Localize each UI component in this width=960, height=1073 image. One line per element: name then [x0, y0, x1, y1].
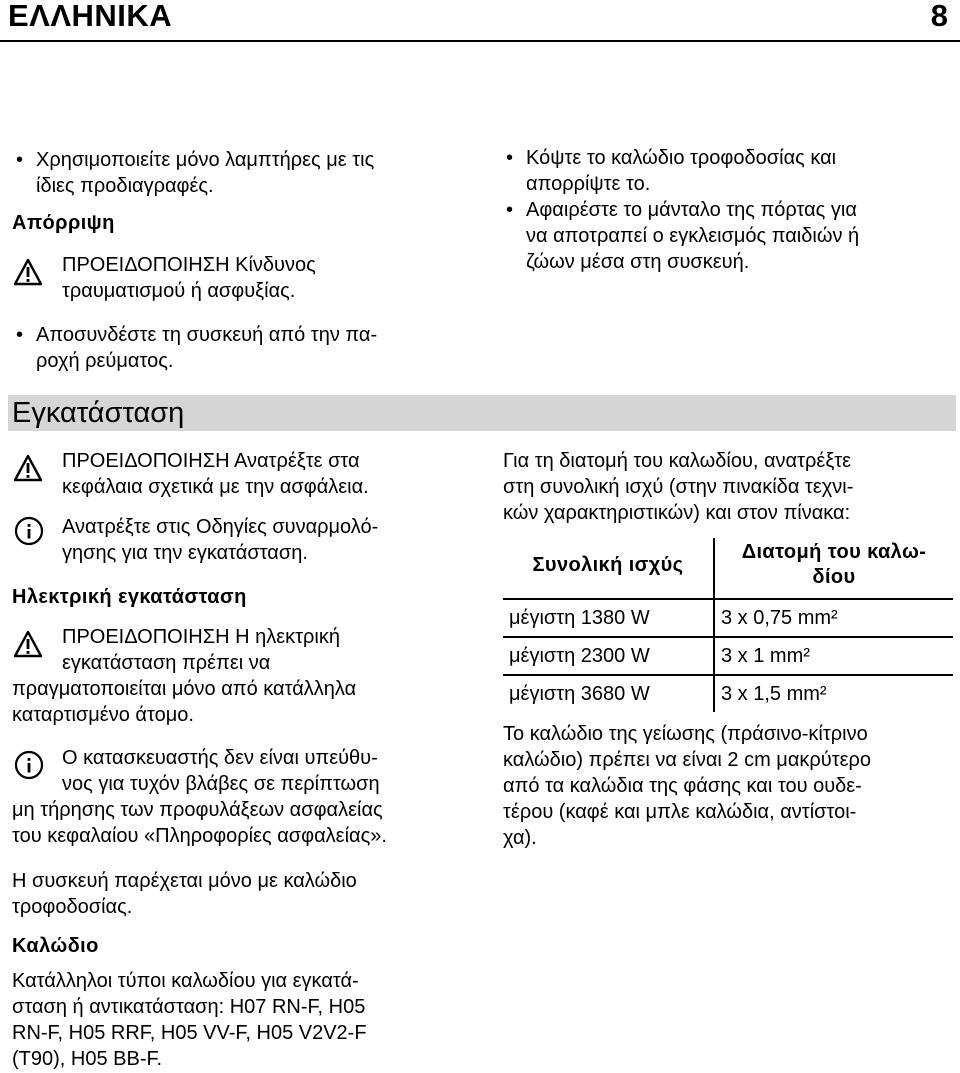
section-cell: 3 x 0,75 mm²: [714, 599, 953, 637]
cable-types-text: Κατάλληλοι τύποι καλωδίου για εγκατά- σταση ή αντικατάσταση: H07 RN-F, H05 RN-F, H05 RRF, H05 VV-F, H05 V2V2-F (T90), H05 BB-F.: [12, 970, 367, 1070]
warning-icon: [14, 630, 42, 658]
language-header: ΕΛΛΗΝΙΚΑ: [8, 0, 173, 33]
section-cell: 3 x 1 mm²: [714, 637, 953, 675]
install-info: Ανατρέξτε στις Οδηγίες συναρμολό- γησης για την εγκατάσταση.: [62, 516, 379, 564]
table-row: [503, 675, 953, 712]
disposal-warning: ΠΡΟΕΙΔΟΠΟΙΗΣΗ Κίνδυνος τραυματισμού ή ασφυξίας.: [62, 254, 316, 302]
bullet-cut-cable: • Κόψτε το καλώδιο τροφοδοσίας και απορρίψτε το.: [500, 145, 836, 197]
info-icon: [14, 516, 44, 546]
manuf-info-head: Ο κατασκευαστής δεν είναι υπεύθυ- νος για τυχόν βλάβες σε περίπτωση: [62, 747, 380, 795]
warning-icon: [14, 258, 42, 286]
elec-warning-head: ΠΡΟΕΙΔΟΠΟΙΗΣΗ Η ηλεκτρική εγκατάσταση πρέπει να: [62, 626, 340, 674]
cable-section-table: [503, 538, 953, 712]
page-number: 8: [930, 0, 948, 33]
install-warning: ΠΡΟΕΙΔΟΠΟΙΗΣΗ Ανατρέξτε στα κεφάλαια σχετικά με την ασφάλεια.: [62, 450, 369, 498]
col-cable-section: Διατομή του καλω- δίου: [714, 538, 953, 599]
bullet-lamps: • Χρησιμοποιείτε μόνο λαμπτήρες με τις ίδιες προδιαγραφές.: [10, 147, 374, 199]
cable-heading: Καλώδιο: [12, 935, 99, 957]
table-row: [503, 599, 953, 637]
manuf-info-tail: μη τήρησης των προφυλάξεων ασφαλείας του κεφαλαίου «Πληροφορίες ασφαλείας».: [12, 799, 387, 847]
disposal-heading: Απόρριψη: [12, 212, 115, 234]
section-cell: 3 x 1,5 mm²: [721, 683, 827, 705]
power-cell: μέγιστη 3680 W: [503, 675, 714, 712]
power-cell: μέγιστη 2300 W: [503, 637, 714, 675]
elec-warning-tail: πραγματοποιείται μόνο από κατάλληλα καταρτισμένο άτομο.: [12, 678, 357, 726]
bullet-remove-latch: • Αφαιρέστε το μάνταλο της πόρτας για να αποτραπεί ο εγκλεισμός παιδιών ή ζώων μέσα στη συσκευή.: [500, 197, 859, 275]
info-icon: [14, 750, 44, 780]
electrical-heading: Ηλεκτρική εγκατάσταση: [12, 586, 247, 608]
installation-title: Εγκατάσταση: [12, 397, 185, 429]
table-header-row: [503, 538, 953, 599]
power-cell: μέγιστη 1380 W: [503, 599, 714, 637]
earth-cable-text: Το καλώδιο της γείωσης (πράσινο-κίτρινο καλώδιο) πρέπει να είναι 2 cm μακρύτερο από τα καλώδια της φάσης και του ουδε- τέρου (καφέ και μπλε καλώδια, αντίστοι- χα).: [503, 723, 872, 849]
col-total-power: Συνολική ισχύς: [503, 538, 714, 599]
section-intro: Για τη διατομή του καλωδίου, ανατρέξτε στη συνολική ισχύ (στην πινακίδα τεχνι- κών χαρακτηριστικών) και στον πίνακα:: [503, 450, 854, 524]
warning-icon: [14, 454, 42, 482]
supply-cable-text: Η συσκευή παρέχεται μόνο με καλώδιο τροφοδοσίας.: [12, 870, 357, 918]
header-divider: [0, 40, 960, 42]
table-row: [503, 637, 953, 675]
bullet-disconnect: • Αποσυνδέστε τη συσκευή από την πα- ροχή ρεύματος.: [10, 322, 377, 374]
